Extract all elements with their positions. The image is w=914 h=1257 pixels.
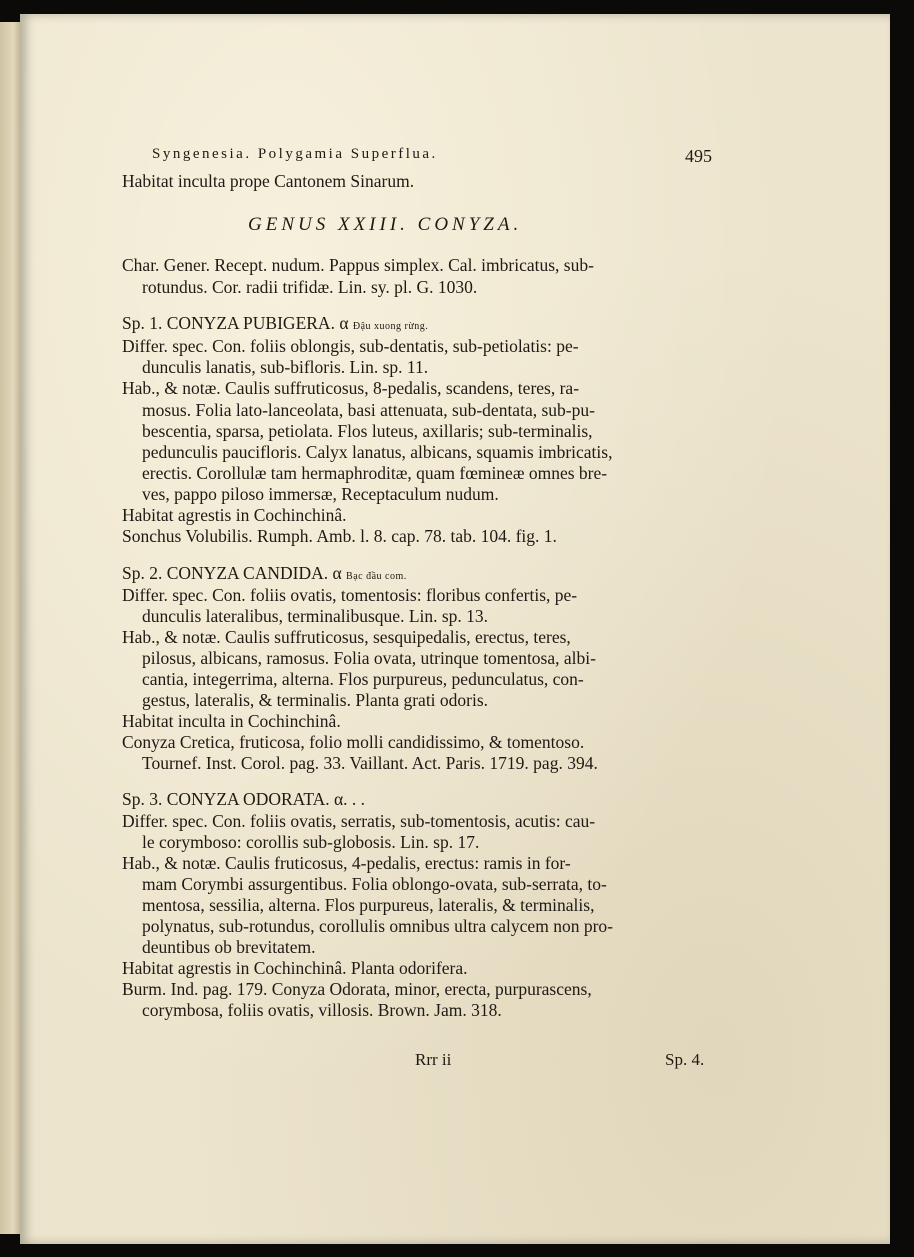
text-line: Differ. spec. Con. foliis oblongis, sub-dentatis, sub-petiolatis: pe- (122, 336, 579, 356)
text-line: mosus. Folia lato-lanceolata, basi attenuata, sub-dentata, sub-pu- (142, 400, 595, 420)
text-line: Sonchus Volubilis. Rumph. Amb. l. 8. cap. 78. tab. 104. fig. 1. (122, 526, 557, 546)
genus-heading: GENUS XXIII. CONYZA. (248, 214, 523, 235)
text-line: Differ. spec. Con. foliis ovatis, serratis, sub-tomentosis, acutis: cau- (122, 811, 596, 831)
running-header: Syngenesia. Polygamia Superflua. (152, 146, 438, 162)
text-line: pilosus, albicans, ramosus. Folia ovata, utrinque tomentosa, albi- (142, 648, 596, 668)
text-line: pedunculis paucifloris. Calyx lanatus, albicans, squamis imbricatis, (142, 442, 613, 462)
text-line: Conyza Cretica, fruticosa, folio molli candidissimo, & tomentoso. (122, 732, 585, 752)
text-line: mam Corymbi assurgentibus. Folia oblongo-ovata, sub-serrata, to- (142, 874, 607, 894)
text-line: Habitat agrestis in Cochinchinâ. Planta odorifera. (122, 958, 468, 978)
text-line: Habitat inculta prope Cantonem Sinarum. (122, 171, 415, 191)
facing-page-edge (0, 22, 22, 1234)
text-line: Hab., & notæ. Caulis fruticosus, 4-pedalis, erectus: ramis in for- (122, 853, 571, 873)
text-line: Hab., & notæ. Caulis suffruticosus, sesquipedalis, erectus, teres, (122, 627, 571, 647)
text-line: mentosa, sessilia, alterna. Flos purpureus, lateralis, & terminalis, (142, 895, 595, 915)
book-page (20, 14, 890, 1244)
text-line: Burm. Ind. pag. 179. Conyza Odorata, minor, erecta, purpurascens, (122, 979, 592, 999)
text-line: corymbosa, foliis ovatis, villosis. Brown. Jam. 318. (142, 1000, 502, 1020)
species-heading: Sp. 3. CONYZA ODORATA. α. . . (122, 789, 366, 809)
signature-mark: Rrr ii (415, 1050, 452, 1069)
text-line: ves, pappo piloso immersæ, Receptaculum nudum. (142, 484, 499, 504)
catchword: Sp. 4. (665, 1050, 705, 1069)
text-line: cantia, integerrima, alterna. Flos purpureus, pedunculatus, con- (142, 669, 584, 689)
text-line: deuntibus ob brevitatem. (142, 937, 316, 957)
page-number: 495 (685, 146, 712, 166)
species-name: Sp. 2. CONYZA CANDIDA. α (122, 563, 342, 583)
species-heading (122, 565, 407, 583)
text-line: gestus, lateralis, & terminalis. Planta grati odoris. (142, 690, 489, 710)
text-line: Tournef. Inst. Corol. pag. 33. Vaillant. Act. Paris. 1719. pag. 394. (142, 753, 598, 773)
text-line: le corymboso: corollis sub-globosis. Lin. sp. 17. (142, 832, 480, 852)
text-line: bescentia, sparsa, petiolata. Flos luteus, axillaris; sub-terminalis, (142, 421, 593, 441)
text-line: Habitat inculta in Cochinchinâ. (122, 711, 341, 731)
vernacular-name: Đậu xuong rừng. (352, 321, 429, 332)
text-line: dunculis lateralibus, terminalibusque. Lin. sp. 13. (142, 606, 489, 626)
vernacular-name: Bạc đầu com. (346, 571, 407, 582)
text-line: Hab., & notæ. Caulis suffruticosus, 8-pedalis, scandens, teres, ra- (122, 378, 580, 398)
text-line: rotundus. Cor. radii trifidæ. Lin. sy. pl. G. 1030. (142, 277, 478, 297)
species-heading (122, 315, 428, 333)
species-name: Sp. 1. CONYZA PUBIGERA. α (122, 313, 349, 333)
text-line: erectis. Corollulæ tam hermaphroditæ, quam fœmineæ omnes bre- (142, 463, 608, 483)
text-line: Differ. spec. Con. foliis ovatis, tomentosis: floribus confertis, pe- (122, 585, 578, 605)
text-line: Habitat agrestis in Cochinchinâ. (122, 505, 347, 525)
text-line: dunculis lanatis, sub-bifloris. Lin. sp. 11. (142, 357, 429, 377)
text-line: Char. Gener. Recept. nudum. Pappus simplex. Cal. imbricatus, sub- (122, 255, 594, 275)
text-line: polynatus, sub-rotundus, corollulis omnibus ultra calycem non pro- (142, 916, 613, 936)
